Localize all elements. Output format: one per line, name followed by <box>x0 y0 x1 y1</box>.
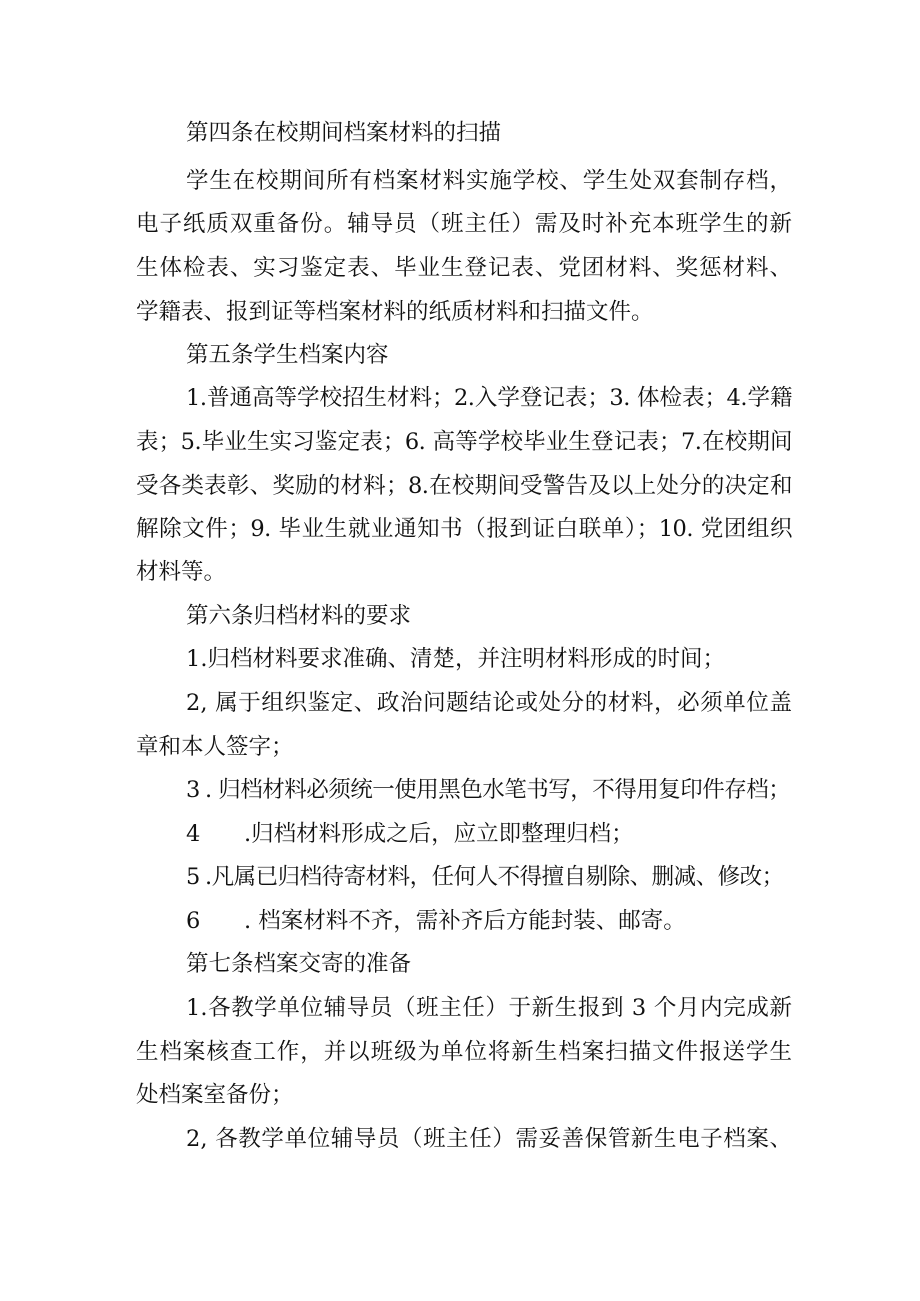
section-heading-article-5: 第五条学生档案内容 <box>186 342 389 368</box>
list-item: .归档材料形成之后，应立即整理归档； <box>244 821 634 847</box>
paragraph-line: 受各类表彰、奖励的材料；8.在校期间受警告及以上处分的决定和 <box>136 473 792 499</box>
list-item-number: 3 <box>186 777 201 803</box>
list-item: .凡属已归档待寄材料，任何人不得擅自剔除、删减、修改； <box>205 864 784 890</box>
list-item-number: 5 <box>186 864 201 890</box>
list-item: 1.各教学单位辅导员（班主任）于新生报到 3 个月内完成新 <box>186 995 792 1021</box>
paragraph-line: 材料等。 <box>136 559 227 585</box>
section-heading-article-7: 第七条档案交寄的准备 <box>186 951 412 977</box>
paragraph-line: 生体检表、实习鉴定表、毕业生登记表、党团材料、奖惩材料、 <box>136 255 792 281</box>
section-heading-article-6: 第六条归档材料的要求 <box>186 603 412 629</box>
list-item: . 归档材料必须统一使用黑色水笔书写，不得用复印件存档； <box>205 777 791 803</box>
paragraph-line: 电子纸质双重备份。辅导员（班主任）需及时补充本班学生的新 <box>136 211 792 237</box>
paragraph-line: 1.普通高等学校招生材料；2.入学登记表；3. 体检表；4.学籍 <box>186 385 792 411</box>
paragraph-line: 表；5.毕业生实习鉴定表；6. 高等学校毕业生登记表；7.在校期间 <box>136 429 792 455</box>
paragraph-line: 章和本人签字； <box>136 734 294 760</box>
paragraph-line: 学生在校期间所有档案材料实施学校、学生处双套制存档， <box>186 168 792 194</box>
section-heading-article-4: 第四条在校期间档案材料的扫描 <box>186 120 502 146</box>
list-item-number: 6 <box>186 908 201 934</box>
list-item: 2, 属于组织鉴定、政治问题结论或处分的材料，必须单位盖 <box>186 690 792 716</box>
paragraph-line: 解除文件；9. 毕业生就业通知书（报到证白联单）；10. 党团组织 <box>136 516 792 542</box>
paragraph-line: 学籍表、报到证等档案材料的纸质材料和扫描文件。 <box>136 299 654 325</box>
list-item: 2, 各教学单位辅导员（班主任）需妥善保管新生电子档案、 <box>186 1126 792 1152</box>
list-item: . 档案材料不齐，需补齐后方能封装、邮寄。 <box>244 908 686 934</box>
list-item: 1.归档材料要求准确、清楚，并注明材料形成的时间； <box>186 646 725 672</box>
paragraph-line: 生档案核查工作，并以班级为单位将新生档案扫描文件报送学生 <box>136 1039 792 1065</box>
list-item-number: 4 <box>186 821 201 847</box>
paragraph-line: 处档案室备份； <box>136 1082 294 1108</box>
